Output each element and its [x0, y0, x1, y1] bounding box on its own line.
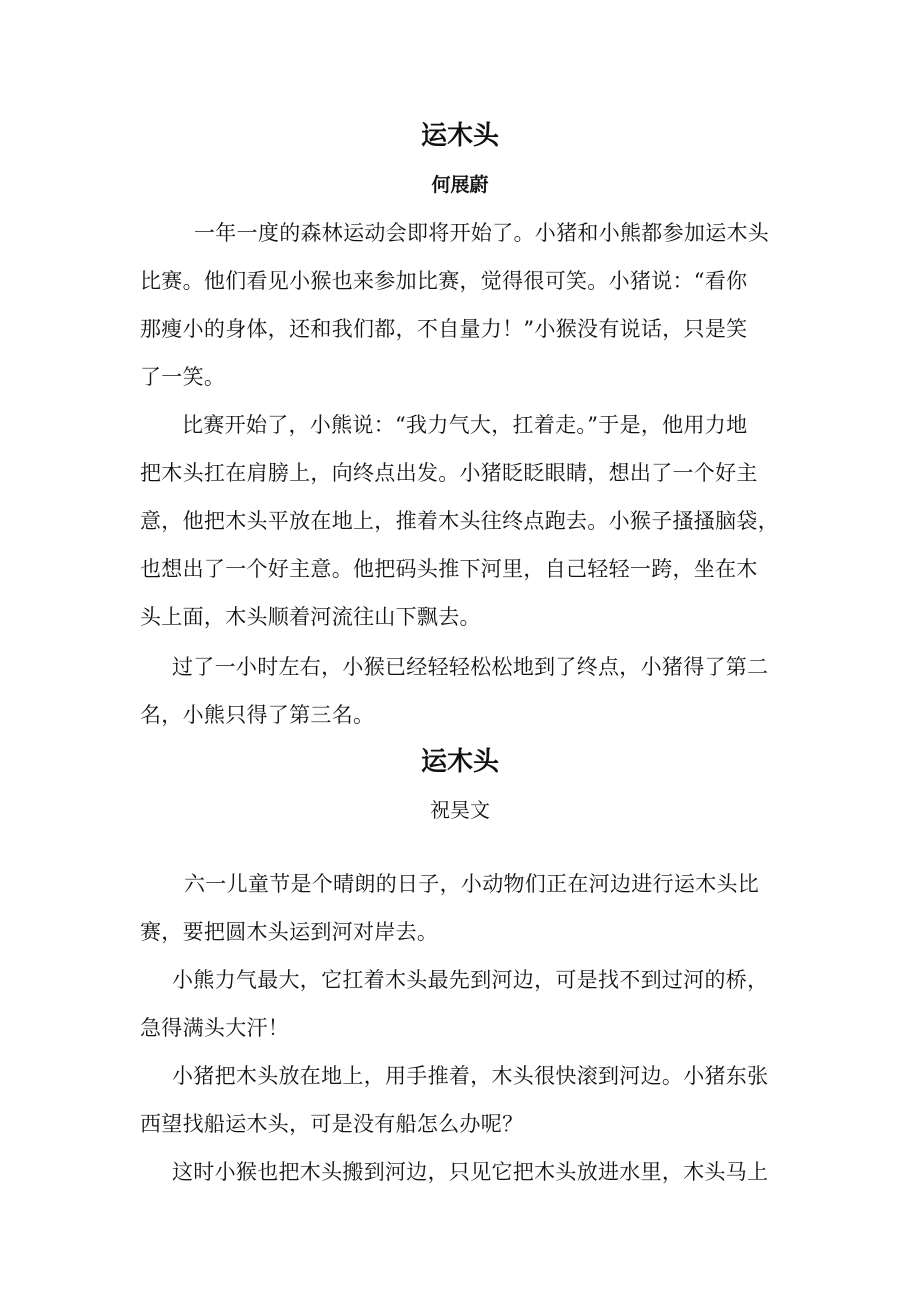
story2-line-2: 赛，要把圆木头运到河对岸去。 [140, 920, 439, 944]
story2-line-1: 六一儿童节是个晴朗的日子，小动物们正在河边进行运木头比 [184, 872, 760, 896]
story2-line-7: 这时小猴也把木头搬到河边，只见它把木头放进水里，木头马上 [172, 1160, 769, 1184]
story1-line-9: 头上面，木头顺着河流往山下飘去。 [140, 605, 481, 629]
story1-line-10: 过了一小时左右，小猴已经轻轻松松地到了终点，小猪得了第二 [172, 655, 769, 679]
story2-author: 祝昊文 [430, 798, 490, 822]
story1-line-2: 比赛。他们看见小猴也来参加比赛，觉得很可笑。小猪说：“看你 [140, 269, 748, 293]
story1-line-11: 名，小熊只得了第三名。 [140, 703, 375, 727]
story2-line-5: 小猪把木头放在地上，用手推着，木头很快滚到河边。小猪东张 [172, 1064, 769, 1088]
story2-line-3: 小熊力气最大，它扛着木头最先到河边，可是找不到过河的桥， [172, 968, 769, 992]
story2-title: 运木头 [420, 747, 499, 777]
story1-line-8: 也想出了一个好主意。他把码头推下河里，自己轻轻一跨，坐在木 [140, 557, 758, 581]
story2-line-4: 急得满头大汗！ [140, 1016, 290, 1040]
story1-line-5: 比赛开始了，小熊说：“我力气大，扛着走。”于是，他用力地 [182, 413, 748, 437]
story1-line-7: 意，他把木头平放在地上，推着木头往终点跑去。小猴子搔搔脑袋， [140, 509, 779, 533]
story1-line-6: 把木头扛在肩膀上，向终点出发。小猪眨眨眼睛，想出了一个好主 [140, 461, 758, 485]
story1-title: 运木头 [420, 121, 499, 151]
story1-author: 何展蔚 [431, 174, 489, 196]
story2-line-6: 西望找船运木头，可是没有船怎么办呢？ [140, 1112, 524, 1136]
story1-line-1: 一年一度的森林运动会即将开始了。小猪和小熊都参加运木头 [194, 221, 770, 245]
story1-line-3: 那瘦小的身体，还和我们都，不自量力！”小猴没有说话，只是笑 [140, 317, 748, 341]
story1-line-4: 了一笑。 [140, 365, 226, 389]
